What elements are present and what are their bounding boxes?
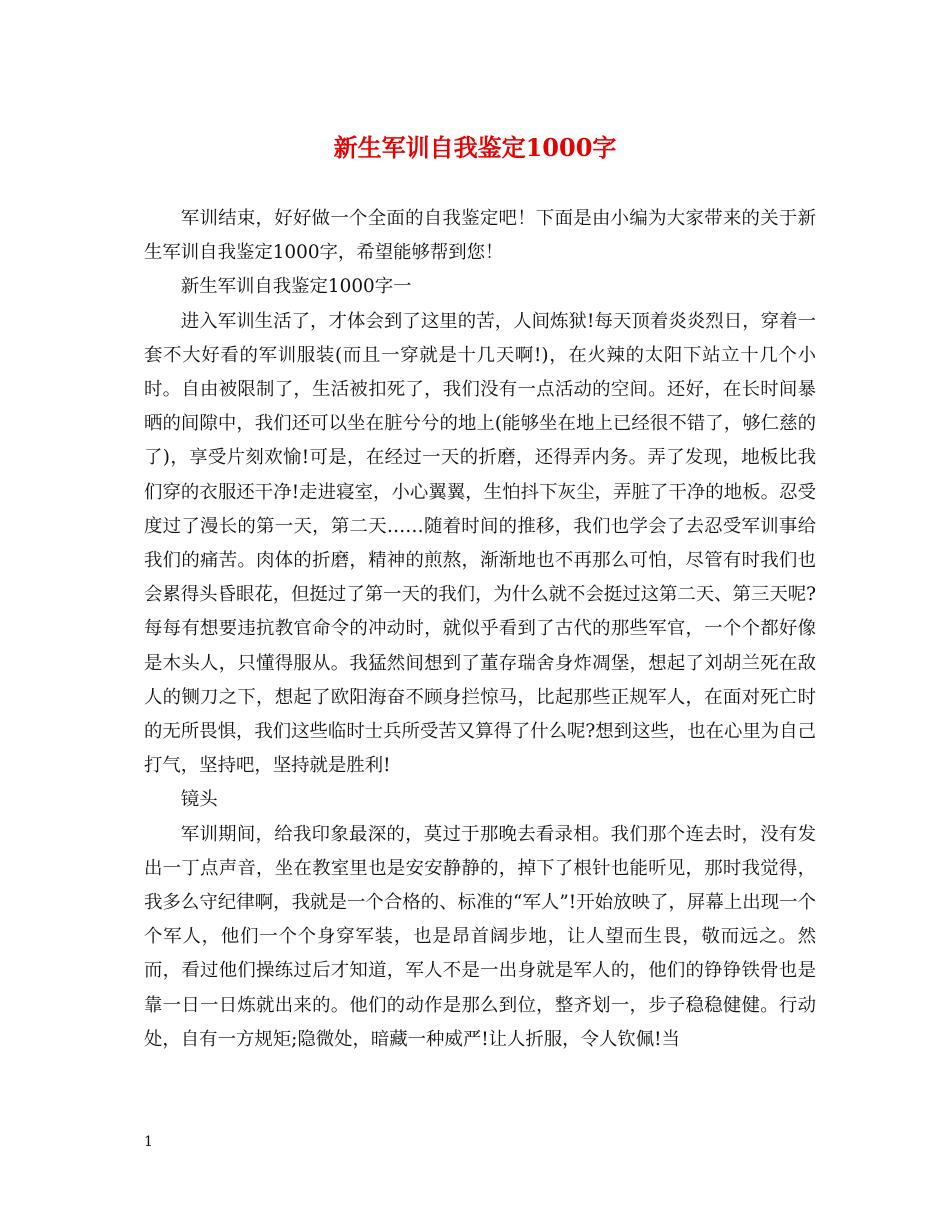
paragraph-intro: 军训结束，好好做一个全面的自我鉴定吧！下面是由小编为大家带来的关于新生军训自我鉴定1000字，希望能够帮到您！ xyxy=(144,208,816,264)
paragraph-video-memory: 军训期间，给我印象最深的，莫过于那晚去看录相。我们那个连去时，没有发出一丁点声音，坐在教室里也是安安静静的，掉下了根针也能听见，那时我觉得，我多么守纪律啊，我就是一个合格的、标准的“军人”!开始放映了，屏幕上出现一个个军人，他们一个个身穿军装，也是昂首阔步地，让人望而生畏，敬而远之。然而，看过他们操练过后才知道，军人不是一出身就是军人的，他们的铮铮铁骨也是靠一日一日炼就出来的。他们的动作是那么到位，整齐划一，步子稳稳健健。行动处，自有一方规矩;隐微处，暗藏一种威严!让人折服，令人钦佩!当 xyxy=(144,823,816,1050)
document-title: 新生军训自我鉴定1000字 xyxy=(333,133,617,162)
paragraph-shot-heading: 镜头 xyxy=(180,789,218,811)
document-body xyxy=(144,202,816,1057)
paragraph-section-heading: 新生军训自我鉴定1000字一 xyxy=(180,276,412,298)
paragraph-training-life: 进入军训生活了，才体会到了这里的苦，人间炼狱!每天顶着炎炎烈日，穿着一套不大好看的军训服装(而且一穿就是十几天啊!)，在火辣的太阳下站立十几个小时。自由被限制了，生活被扣死了，我们没有一点活动的空间。还好，在长时间暴晒的间隙中，我们还可以坐在脏兮兮的地上(能够坐在地上已经很不错了，够仁慈的了)，享受片刻欢愉!可是，在经过一天的折磨，还得弄内务。弄了发现，地板比我们穿的衣服还干净!走进寝室，小心翼翼，生怕抖下灰尘，弄脏了干净的地板。忍受度过了漫长的第一天，第二天……随着时间的推移，我们也学会了去忍受军训事给我们的痛苦。肉体的折磨，精神的煎熬，渐渐地也不再那么可怕，尽管有时我们也会累得头昏眼花，但挺过了第一天的我们，为什么就不会挺过这第二天、第三天呢?每每有想要违抗教官命令的冲动时，就似乎看到了古代的那些军官，一个个都好像是木头人，只懂得服从。我猛然间想到了董存瑞舍身炸凋堡，想起了刘胡兰死在敌人的铡刀之下，想起了欧阳海奋不顾身拦惊马，比起那些正规军人，在面对死亡时的无所畏惧，我们这些临时士兵所受苦又算得了什么呢?想到这些，也在心里为自己打气，坚持吧，坚持就是胜利! xyxy=(144,310,816,777)
page-number: 1 xyxy=(144,1134,153,1150)
